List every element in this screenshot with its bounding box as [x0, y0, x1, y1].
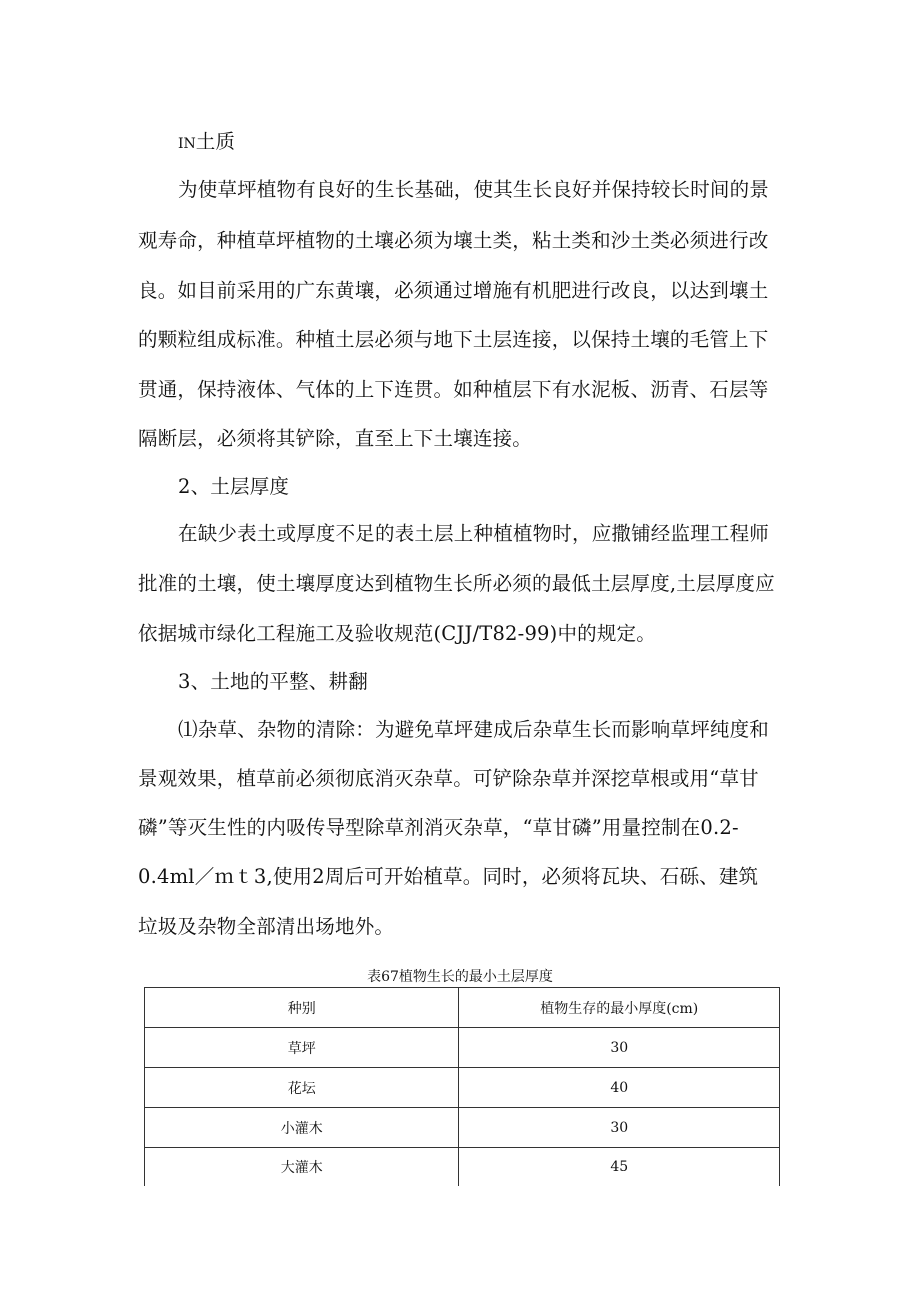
heading-title: 土质 — [195, 130, 236, 153]
cell-thickness: 30 — [459, 1028, 780, 1068]
header-cell-type: 种别 — [145, 988, 459, 1028]
table-header-row — [145, 988, 780, 1028]
cell-type: 小灌木 — [145, 1108, 459, 1148]
cell-thickness: 30 — [459, 1108, 780, 1148]
table-row — [145, 1148, 780, 1187]
cell-type: 草坪 — [145, 1028, 459, 1068]
paragraph-line: 批准的土壤，使土壤厚度达到植物生长所必须的最低土层厚度,土层厚度应 — [138, 572, 775, 595]
cell-thickness: 45 — [459, 1148, 780, 1187]
cell-type: 大灌木 — [145, 1148, 459, 1187]
paragraph-line: 磷”等灭生性的内吸传导型除草剂消灭杂草，“草甘磷”用量控制在0.2- — [138, 816, 739, 839]
paragraph-line: 观寿命，种植草坪植物的土壤必须为壤土类，粘土类和沙土类必须进行改 — [138, 229, 769, 252]
paragraph-line: 垃圾及杂物全部清出场地外。 — [138, 915, 395, 938]
paragraph-line: 贯通，保持液体、气体的上下连贯。如种植层下有水泥板、沥青、石层等 — [138, 378, 769, 401]
section-3-heading: 3、土地的平整、耕翻 — [178, 670, 368, 693]
heading-prefix: IN — [178, 136, 196, 152]
soil-thickness-table — [144, 987, 780, 1186]
paragraph-line: ⑴杂草、杂物的清除：为避免草坪建成后杂草生长而影响草坪纯度和 — [178, 718, 770, 741]
header-cell-thickness: 植物生存的最小厚度(cm) — [459, 988, 780, 1028]
cell-thickness: 40 — [459, 1068, 780, 1108]
paragraph-line: 为使草坪植物有良好的生长基础，使其生长良好并保持较长时间的景 — [178, 178, 770, 201]
paragraph-line: 隔断层，必须将其铲除，直至上下土壤连接。 — [138, 427, 533, 450]
section-1-heading — [178, 130, 235, 156]
paragraph-line: 良。如目前采用的广东黄壤，必须通过增施有机肥进行改良，以达到壤土 — [138, 279, 769, 302]
cell-type: 花坛 — [145, 1068, 459, 1108]
table-row — [145, 1108, 780, 1148]
paragraph-line: 0.4ml／ｍｔ3,使用2周后可开始植草。同时，必须将瓦块、石砾、建筑 — [138, 865, 759, 888]
paragraph-line: 景观效果，植草前必须彻底消灭杂草。可铲除杂草并深挖草根或用“草甘 — [138, 767, 759, 790]
paragraph-line: 依据城市绿化工程施工及验收规范(CJJ/T82-99)中的规定。 — [138, 622, 656, 645]
table-row — [145, 1028, 780, 1068]
paragraph-line: 在缺少表土或厚度不足的表土层上种植植物时，应撒铺经监理工程师 — [178, 522, 770, 545]
table-row — [145, 1068, 780, 1108]
table-caption: 表67植物生长的最小土层厚度 — [367, 969, 553, 985]
section-2-heading: 2、土层厚度 — [178, 475, 290, 498]
paragraph-line: 的颗粒组成标准。种植土层必须与地下土层连接，以保持土壤的毛管上下 — [138, 328, 769, 351]
